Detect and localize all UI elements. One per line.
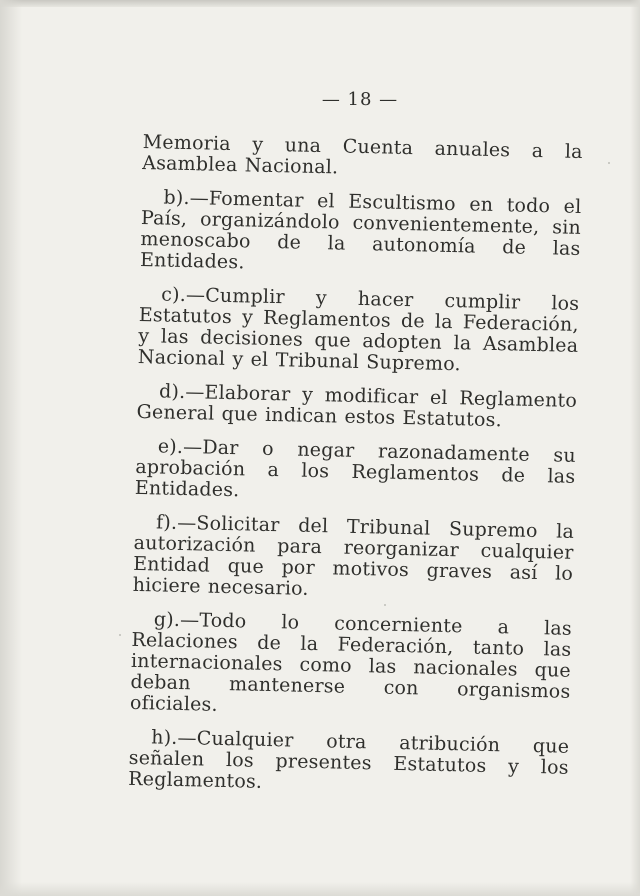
page-number: — 18 —: [321, 89, 399, 110]
paper-speck: [119, 634, 121, 636]
paragraph-continuation: Memoria y una Cuenta anuales a la Asamblea Nacional.: [142, 131, 583, 179]
paragraph-e: e).—Dar o negar razonadamente su aprobación a los Reglamentos de las Entidades.: [134, 435, 577, 502]
paragraph-f: f).—Solicitar del Tribunal Supremo la autorización para reorganizar cualquier Entidad que por motivos graves así lo hiciere necesario.: [132, 511, 575, 600]
page-left-shadow: [0, 0, 22, 896]
paper-speck: [384, 604, 386, 606]
paragraph-g: g).—Todo lo concerniente a las Relaciones de la Federación, tanto las internacionales como las nacionales que deban mantenerse con organismos oficiales.: [129, 608, 573, 716]
paragraph-c: c).—Cumplir y hacer cumplir los Estatutos y Reglamentos de la Federación, y las decisiones que adopten la Asamblea Nacional y el Tribunal Supremo.: [137, 283, 580, 376]
paragraph-h: h).—Cualquier otra atribución que señalen los presentes Estatutos y los Reglamentos.: [128, 726, 570, 793]
body-text: [128, 132, 583, 813]
page-top-edge: [0, 0, 640, 7]
paper-speck: [608, 162, 610, 164]
page-right-shadow: [630, 0, 640, 896]
page-bottom-shadow: [0, 882, 640, 896]
paragraph-d: d).—Elaborar y modificar el Reglamento General que indican estos Estatutos.: [136, 380, 578, 432]
paragraph-b: b).—Fomentar el Escultismo en todo el País, organizándolo convenientemente, sin menoscabo de la autonomía de las Entidades.: [139, 186, 582, 274]
